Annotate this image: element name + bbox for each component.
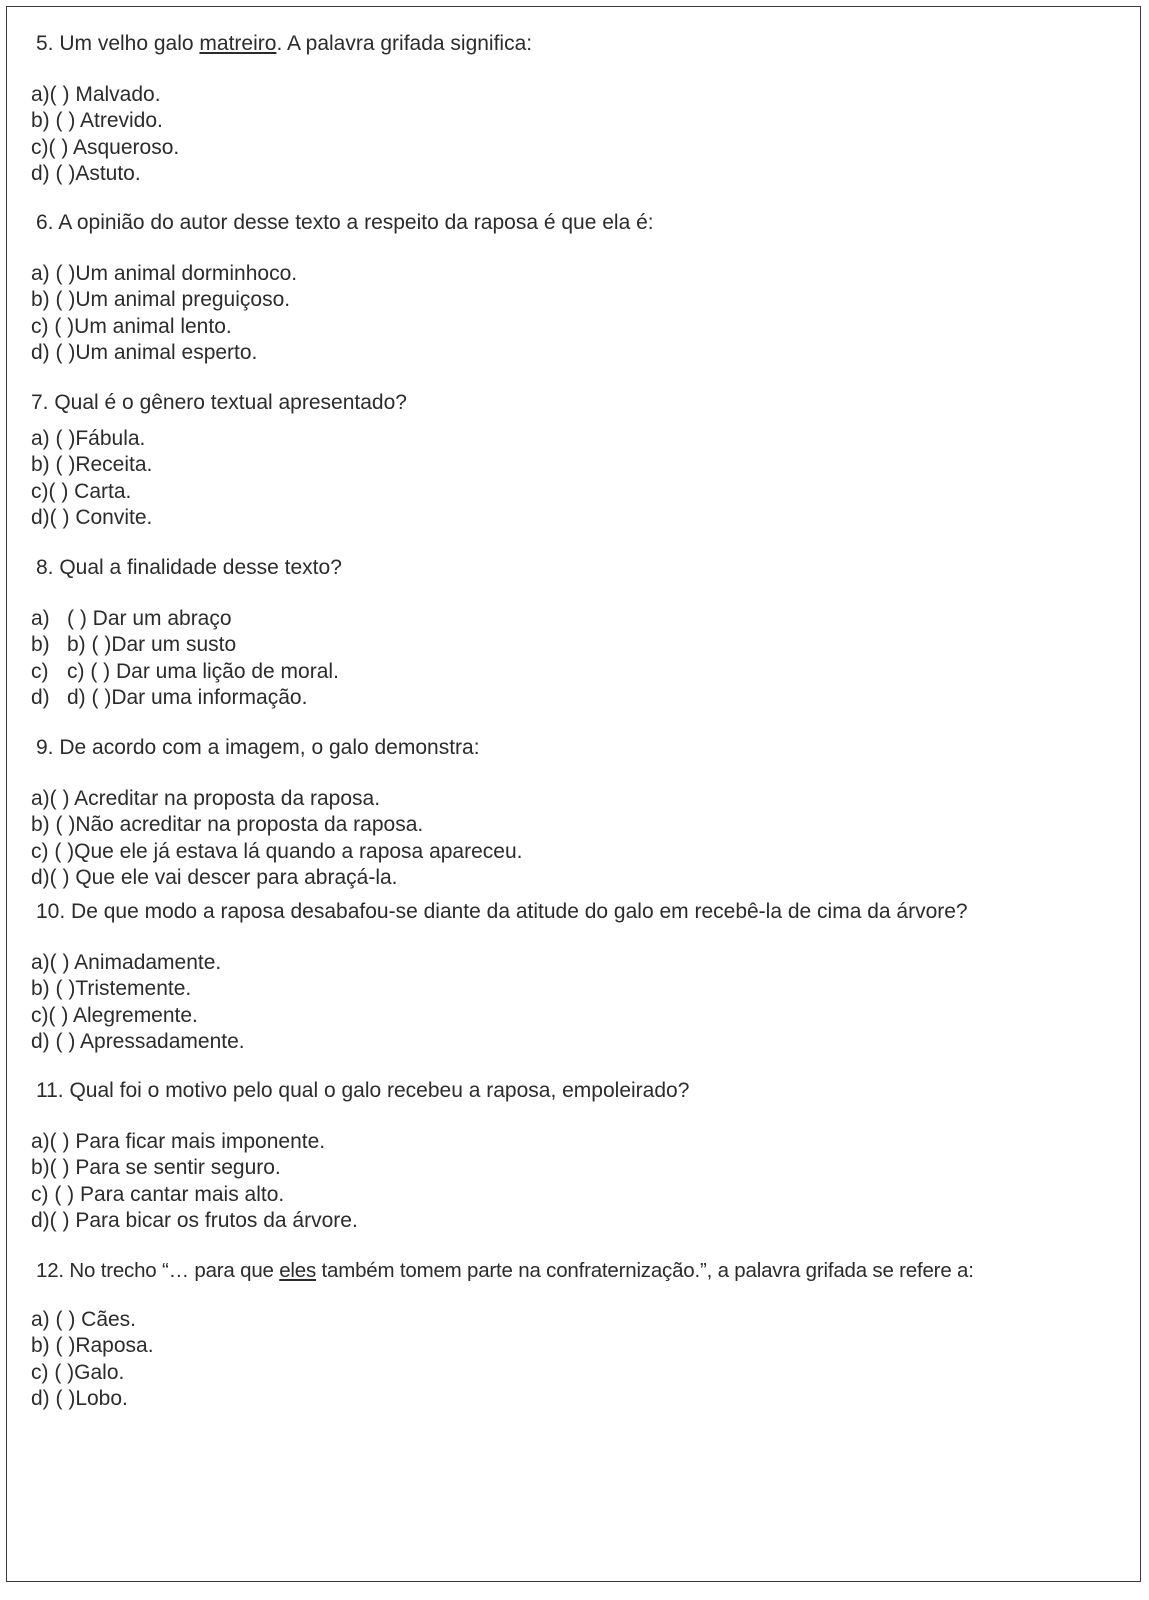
list-marker: b) (31, 633, 50, 656)
option-d[interactable]: d)( ) Para bicar os frutos da árvore. (31, 1209, 358, 1232)
question-9-title: 9. De acordo com a imagem, o galo demonstra: (36, 736, 480, 759)
option-c[interactable]: c)( ) Carta. (31, 479, 132, 503)
question-10 (31, 899, 1129, 1056)
option-b[interactable]: b) ( )Raposa. (31, 1334, 154, 1357)
option-b[interactable]: b)( ) Para se sentir seguro. (31, 1156, 281, 1179)
question-8-options (31, 606, 1129, 712)
question-9-options (31, 786, 1129, 892)
option-b[interactable]: b) b) ( )Dar um susto (31, 632, 1129, 659)
option-d[interactable]: d)( ) Que ele vai descer para abraçá-la. (31, 866, 398, 889)
option-a[interactable]: a)( ) Malvado. (31, 82, 161, 106)
option-a[interactable]: a) ( ) Dar um abraço (31, 606, 1129, 633)
underlined-word: matreiro (199, 32, 277, 55)
question-6-title: 6. A opinião do autor desse texto a respeito da raposa é que ela é: (36, 211, 654, 234)
option-b[interactable]: b) ( ) Atrevido. (31, 109, 163, 132)
question-11-title: 11. Qual foi o motivo pelo qual o galo recebeu a raposa, empoleirado? (36, 1079, 690, 1102)
option-b[interactable]: b) ( )Um animal preguiçoso. (31, 288, 291, 311)
question-11 (31, 1078, 1129, 1235)
question-12 (31, 1258, 1129, 1413)
option-c[interactable]: c) ( )Um animal lento. (31, 314, 232, 338)
question-12-title: 12. No trecho “… para que eles também tomem parte na confraternização.”, a palavra grifada se refere a: (36, 1259, 974, 1282)
option-d[interactable]: d) ( )Um animal esperto. (31, 341, 258, 364)
question-5-options (31, 82, 1129, 188)
question-10-options (31, 950, 1129, 1056)
list-marker: c) (31, 659, 49, 683)
option-a[interactable]: a) ( ) Cães. (31, 1307, 137, 1331)
question-5-title: 5. Um velho galo matreiro. A palavra grifada significa: (36, 32, 533, 55)
question-11-options (31, 1129, 1129, 1235)
question-7 (31, 390, 1129, 532)
option-d[interactable]: d) d) ( )Dar uma informação. (31, 685, 1129, 712)
option-a[interactable]: a)( ) Acreditar na proposta da raposa. (31, 786, 381, 810)
list-marker: d) (31, 686, 50, 709)
option-b[interactable]: b) ( )Não acreditar na proposta da raposa. (31, 813, 424, 836)
question-9 (31, 735, 1129, 892)
option-b[interactable]: b) ( )Receita. (31, 453, 153, 476)
option-a[interactable]: a)( ) Animadamente. (31, 950, 222, 974)
option-b[interactable]: b) ( )Tristemente. (31, 977, 192, 1000)
option-c[interactable]: c) c) ( ) Dar uma lição de moral. (31, 659, 1129, 686)
list-marker: a) (31, 606, 50, 630)
question-7-options (31, 426, 1129, 532)
question-6-options (31, 261, 1129, 367)
underlined-word: eles (279, 1259, 317, 1282)
question-7-title: 7. Qual é o gênero textual apresentado? (31, 391, 407, 414)
option-d[interactable]: d)( ) Convite. (31, 506, 153, 529)
option-c[interactable]: c) ( ) Para cantar mais alto. (31, 1182, 285, 1206)
question-6 (31, 210, 1129, 367)
option-d[interactable]: d) ( )Lobo. (31, 1387, 128, 1410)
option-a[interactable]: a) ( )Um animal dorminhoco. (31, 261, 298, 285)
option-c[interactable]: c)( ) Alegremente. (31, 1003, 198, 1027)
option-d[interactable]: d) ( ) Apressadamente. (31, 1030, 245, 1053)
option-c[interactable]: c) ( )Que ele já estava lá quando a raposa apareceu. (31, 839, 523, 863)
question-5 (31, 31, 1129, 188)
option-c[interactable]: c) ( )Galo. (31, 1360, 125, 1384)
option-c[interactable]: c)( ) Asqueroso. (31, 135, 180, 159)
question-8-title: 8. Qual a finalidade desse texto? (36, 556, 342, 579)
option-d[interactable]: d) ( )Astuto. (31, 162, 141, 185)
question-10-title: 10. De que modo a raposa desabafou-se diante da atitude do galo em recebê-la de cima da árvore? (36, 900, 968, 923)
question-8 (31, 555, 1129, 712)
question-12-options (31, 1307, 1129, 1413)
option-a[interactable]: a) ( )Fábula. (31, 426, 146, 450)
option-a[interactable]: a)( ) Para ficar mais imponente. (31, 1129, 326, 1153)
